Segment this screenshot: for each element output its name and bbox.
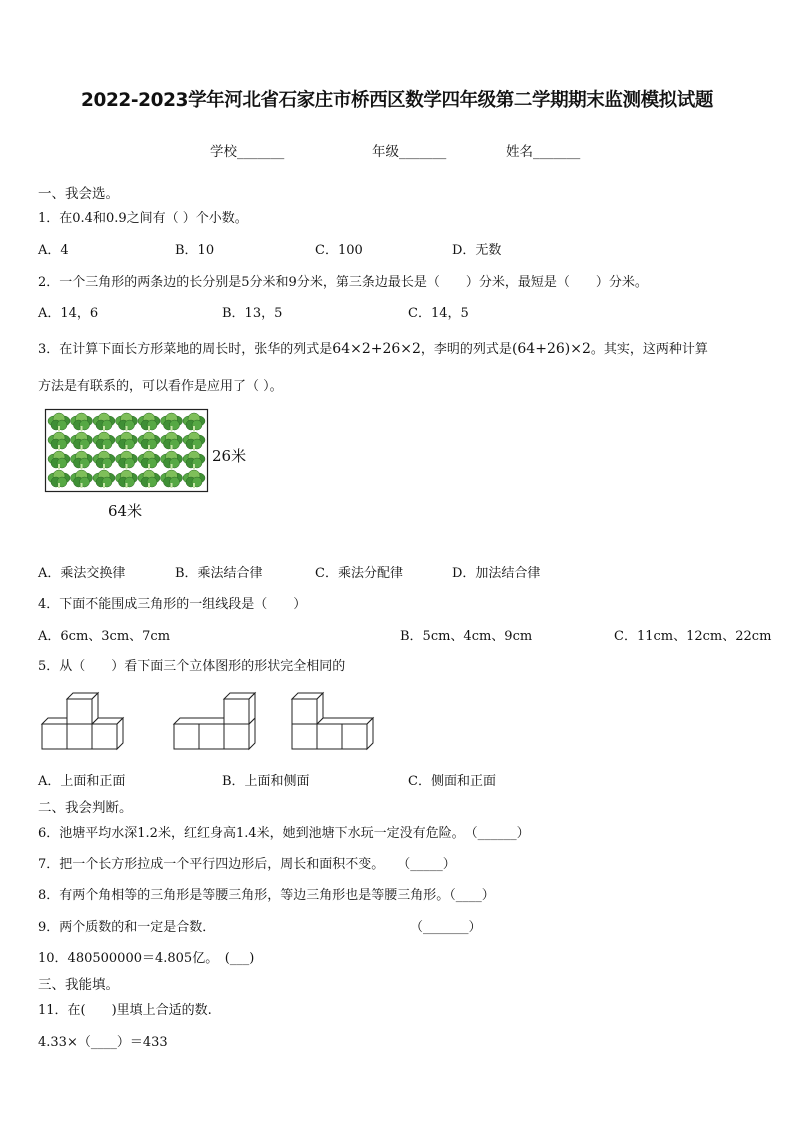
page-title: 2022-2023学年河北省石家庄市桥西区数学四年级第二学期期末监测模拟试题 [81,90,713,111]
q9-answer-blank[interactable]: （_______） [410,920,482,935]
q2-option-c[interactable]: C．14，5 [408,306,469,321]
q10-statement: 10．480500000＝4.805亿。 (___) [38,951,255,966]
q4-option-b[interactable]: B．5cm、4cm、9cm [400,629,533,644]
q8-statement: 8．有两个角相等的三角形是等腰三角形，等边三角形也是等腰三角形。（____） [38,888,495,903]
q5-option-c[interactable]: C．侧面和正面 [408,774,496,789]
q3-stem-part3: 。其实，这两种计算 [590,342,708,357]
school-field[interactable]: 学校_______ [210,144,285,160]
cube-figure-1 [38,688,130,752]
vegetable-field-figure [44,408,210,494]
section-2-heading: 二、我会判断。 [38,800,133,816]
q2-stem: 2．一个三角形的两条边的长分别是5分米和9分米，第三条边最长是（ ）分米，最短是（ ）分米。 [38,275,648,290]
q3-option-a[interactable]: A．乘法交换律 [38,566,126,581]
q11-equation[interactable]: 4.33×（____）＝433 [38,1035,168,1050]
q7-statement: 7．把一个长方形拉成一个平行四边形后，周长和面积不变。 （_____） [38,857,456,872]
q3-option-c[interactable]: C．乘法分配律 [315,566,403,581]
name-field[interactable]: 姓名_______ [506,144,581,160]
grade-field[interactable]: 年级_______ [372,144,447,160]
q6-statement: 6．池塘平均水深1.2米，红红身高1.4米，她到池塘下水玩一定没有危险。 （______） [38,826,530,841]
q3-stem-part1: 3．在计算下面长方形菜地的周长时，张华的列式是 [38,342,333,357]
cube-figure-3 [288,688,380,752]
q1-option-b[interactable]: B．10 [175,243,215,258]
q11-stem: 11．在( )里填上合适的数. [38,1003,212,1018]
q3-stem-line1 [38,338,708,357]
q4-stem: 4．下面不能围成三角形的一组线段是（ ） [38,597,307,612]
section-1-heading: 一、我会选。 [38,186,119,202]
q1-stem: 1．在0.4和0.9之间有（ ）个小数。 [38,211,248,226]
q1-option-d[interactable]: D．无数 [452,243,502,258]
q3-stem-part2: ，李明的列式是 [420,342,512,357]
field-length-label: 64米 [108,502,143,520]
q1-option-c[interactable]: C．100 [315,243,363,258]
q5-option-b[interactable]: B．上面和侧面 [222,774,310,789]
q1-option-a[interactable]: A．4 [38,243,69,258]
q4-option-c[interactable]: C．11cm、12cm、22cm [614,629,772,644]
field-width-label: 26米 [212,447,247,465]
q3-stem-line2: 方法是有联系的，可以看作是应用了（ ）。 [38,379,283,394]
q5-stem: 5．从（ ）看下面三个立体图形的形状完全相同的 [38,659,346,674]
q3-option-d[interactable]: D．加法结合律 [452,566,541,581]
q9-statement: 9．两个质数的和一定是合数． [38,920,216,935]
q2-option-a[interactable]: A．14，6 [38,306,99,321]
q3-option-b[interactable]: B．乘法结合律 [175,566,263,581]
q3-expr-liming: (64+26)×2 [511,341,591,357]
q2-option-b[interactable]: B．13，5 [222,306,283,321]
q5-option-a[interactable]: A．上面和正面 [38,774,126,789]
q4-option-a[interactable]: A．6cm、3cm、7cm [38,629,171,644]
section-3-heading: 三、我能填。 [38,977,119,993]
q3-expr-zhanghua: 64×2+26×2 [332,341,421,357]
cube-figure-2 [170,688,262,752]
